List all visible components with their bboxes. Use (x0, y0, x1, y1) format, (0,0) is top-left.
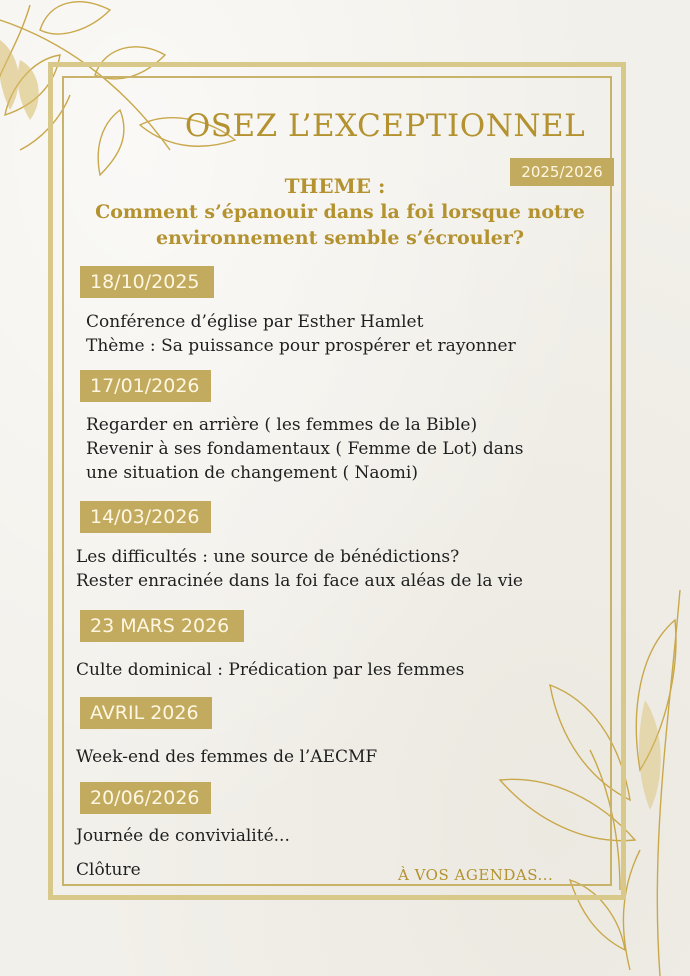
event-line: Rester enracinée dans la foi face aux aléas de la vie (76, 571, 523, 591)
event-description (86, 310, 516, 358)
event-description (76, 545, 523, 593)
event-date-badge: 17/01/2026 (80, 370, 211, 402)
theme-label: THEME : (284, 174, 386, 198)
event-line: une situation de changement ( Naomi) (86, 463, 418, 483)
event-line: Culte dominical : Prédication par les femmes (76, 660, 465, 680)
event-line: Thème : Sa puissance pour prospérer et rayonner (86, 336, 516, 356)
event-date-badge: 18/10/2025 (80, 266, 214, 298)
page-title: OSEZ L’EXCEPTIONNEL (184, 108, 586, 144)
event-line: Regarder en arrière ( les femmes de la Bible) (86, 415, 478, 435)
event-description (76, 658, 464, 682)
event-date-badge: 14/03/2026 (80, 501, 211, 533)
event-line: Journée de convivialité... (76, 826, 290, 846)
event-line: Clôture (76, 860, 141, 880)
theme-text (60, 199, 620, 251)
theme-line-1: Comment s’épanouir dans la foi lorsque notre (95, 201, 585, 223)
event-date-badge: 20/06/2026 (80, 782, 211, 814)
event-line: Revenir à ses fondamentaux ( Femme de Lot) dans (86, 439, 524, 459)
event-line: Week-end des femmes de l’AECMF (76, 747, 378, 767)
event-line: Les difficultés : une source de bénédictions? (76, 547, 460, 567)
event-line: Conférence d’église par Esther Hamlet (86, 312, 424, 332)
agenda-reminder: À VOS AGENDAS... (398, 866, 554, 884)
event-description (76, 819, 290, 887)
season-badge: 2025/2026 (510, 158, 614, 186)
event-date-badge: AVRIL 2026 (80, 697, 212, 729)
event-description (86, 413, 524, 485)
event-description (76, 745, 377, 769)
theme-line-2: environnement semble s’écrouler? (156, 227, 524, 249)
event-date-badge: 23 MARS 2026 (80, 610, 244, 642)
